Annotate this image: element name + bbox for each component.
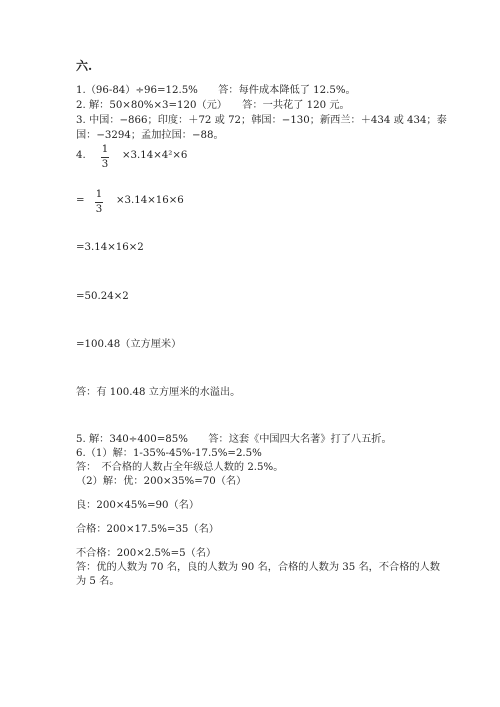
answer-line-2: 2. 解：50×80%×3=120（元） 答：一共花了 120 元。 <box>76 100 350 111</box>
answer-line-6-3: （2）解：优：200×35%=70（名） <box>76 476 247 487</box>
answer-line-6-5: 合格：200×17.5%=35（名） <box>76 524 219 535</box>
answer-line-6-7: 答：优的人数为 70 名，良的人数为 90 名，合格的人数为 35 名，不合格的人数 <box>76 562 440 573</box>
heading: 六. <box>76 59 93 73</box>
problem-4-number: 4. <box>76 150 86 161</box>
step-3: =3.14×16×2 <box>76 242 144 253</box>
step-5: =100.48（立方厘米） <box>76 339 182 350</box>
answer-4: 答：有 100.48 立方厘米的水溢出。 <box>76 387 241 398</box>
fraction-numerator-2: 1 <box>95 189 103 200</box>
fraction-denominator: 3 <box>101 159 109 170</box>
answer-line-6-4: 良：200×45%=90（名） <box>76 500 200 511</box>
fraction-denominator-2: 3 <box>95 204 103 215</box>
answer-line-6-6: 不合格：200×2.5%=5（名） <box>76 548 217 559</box>
answer-line-6-1: 6.（1）解：1-35%-45%-17.5%=2.5% <box>76 448 262 459</box>
step-2-expression: ×3.14×16×6 <box>116 195 184 206</box>
problem-4-expression: ×3.14×4²×6 <box>122 150 188 161</box>
answer-line-6-2: 答： 不合格的人数占全年级总人数的 2.5%。 <box>76 462 284 473</box>
answer-line-5: 5. 解：340÷400=85% 答：这套《中国四大名著》打了八五折。 <box>76 434 392 445</box>
equals-sign: = <box>76 195 85 206</box>
answer-line-3a: 3. 中国：−866；印度：＋72 或 72；韩国：−130；新西兰：＋434 或 434；泰 <box>76 115 447 126</box>
answer-line-6-8: 为 5 名。 <box>76 576 120 587</box>
answer-line-1: 1.（96-84）÷96=12.5% 答：每件成本降低了 12.5%。 <box>76 85 356 96</box>
step-4: =50.24×2 <box>76 291 129 302</box>
answer-line-3b: 国：−3294；孟加拉国：−88。 <box>76 130 224 141</box>
fraction-numerator: 1 <box>101 144 109 155</box>
